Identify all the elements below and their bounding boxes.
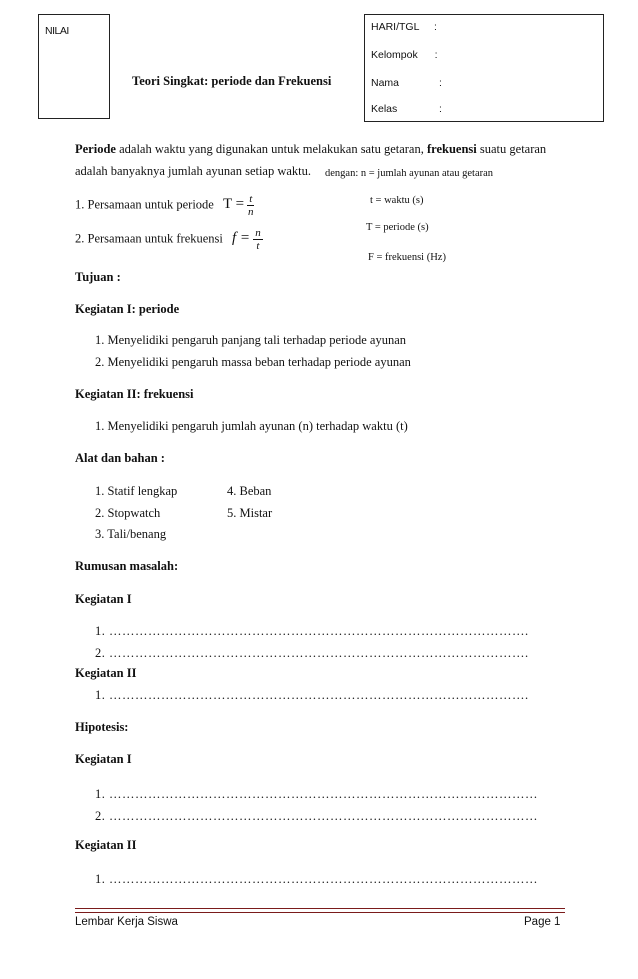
fraction-denominator: n xyxy=(248,206,254,218)
equation-label: 1. Persamaan untuk periode xyxy=(75,197,214,212)
field-kelompok xyxy=(371,49,438,61)
list-item: 1. Menyelidiki pengaruh panjang tali terhadap periode ayunan xyxy=(95,333,407,347)
list-item: 5. Mistar xyxy=(227,506,273,520)
field-hari-tgl xyxy=(371,21,437,33)
rumusan-heading: Rumusan masalah: xyxy=(75,559,179,573)
field-label: Kelas xyxy=(371,103,398,115)
alat-heading: Alat dan bahan : xyxy=(75,451,165,465)
equation-lhs: f = xyxy=(232,230,251,247)
fraction-numerator: t xyxy=(249,193,253,205)
def-waktu: t = waktu (s) xyxy=(370,195,424,206)
equation-label: 2. Persamaan untuk frekuensi xyxy=(75,231,223,246)
nilai-box xyxy=(38,14,110,119)
intro-line-1 xyxy=(75,142,565,157)
tujuan-heading: Tujuan : xyxy=(75,270,121,284)
field-label: Nama xyxy=(371,77,400,89)
field-label: Kelompok xyxy=(371,49,418,61)
rumusan-kegiatan-1-heading: Kegiatan I xyxy=(75,592,132,606)
intro-text-mid: adalah waktu yang digunakan untuk melakukan satu getaran, xyxy=(119,142,424,156)
page-title: Teori Singkat: periode dan Frekuensi xyxy=(132,74,332,88)
hipotesis-heading: Hipotesis: xyxy=(75,720,129,734)
rumusan-kegiatan-2-heading: Kegiatan II xyxy=(75,666,137,680)
equation-periode xyxy=(75,193,254,218)
intro-text-end: suatu getaran xyxy=(479,142,547,156)
field-colon: : xyxy=(439,103,442,115)
footer-rule-thick xyxy=(75,908,565,909)
def-frekuensi: F = frekuensi (Hz) xyxy=(368,252,446,263)
equation-lhs: T = xyxy=(222,196,245,213)
footer-left: Lembar Kerja Siswa xyxy=(75,916,178,928)
footer-rule-thin xyxy=(75,912,565,913)
fraction-denominator: t xyxy=(256,240,260,252)
blank-line[interactable]: 2. ……………………………………………………………………………………… xyxy=(95,809,538,823)
equation-frekuensi xyxy=(75,227,263,252)
blank-line[interactable]: 1. ……………………………………………………………………………………. xyxy=(95,688,529,702)
field-colon: : xyxy=(433,21,437,33)
kegiatan-1-heading: Kegiatan I: periode xyxy=(75,302,180,316)
fraction-numerator: n xyxy=(255,227,261,239)
list-item: 2. Menyelidiki pengaruh massa beban terhadap periode ayunan xyxy=(95,355,411,369)
field-nama xyxy=(371,77,442,89)
field-colon: : xyxy=(434,49,438,61)
field-colon: : xyxy=(439,77,442,89)
list-item: 2. Stopwatch xyxy=(95,506,161,520)
dengan-note: dengan: n = jumlah ayunan atau getaran xyxy=(325,168,494,179)
blank-line[interactable]: 2. ……………………………………………………………………………………. xyxy=(95,646,529,660)
hipotesis-kegiatan-1-heading: Kegiatan I xyxy=(75,752,132,766)
field-kelas xyxy=(371,103,442,115)
fraction-t-over-n xyxy=(247,193,254,218)
nilai-label: NILAI xyxy=(45,25,69,37)
blank-line[interactable]: 1. ……………………………………………………………………………………… xyxy=(95,787,538,801)
field-label: HARI/TGL xyxy=(371,21,420,33)
kegiatan-2-heading: Kegiatan II: frekuensi xyxy=(75,387,194,401)
footer-page-number: Page 1 xyxy=(524,916,561,928)
blank-line[interactable]: 1. ……………………………………………………………………………………. xyxy=(95,624,529,638)
list-item: 1. Statif lengkap xyxy=(95,484,178,498)
hipotesis-kegiatan-2-heading: Kegiatan II xyxy=(75,838,137,852)
list-item: 4. Beban xyxy=(227,484,272,498)
identity-box xyxy=(364,14,604,122)
fraction-n-over-t xyxy=(253,227,263,252)
blank-line[interactable]: 1. ……………………………………………………………………………………… xyxy=(95,872,538,886)
def-periode: T = periode (s) xyxy=(366,222,429,233)
list-item: 3. Tali/benang xyxy=(95,527,167,541)
intro-line-2: adalah banyaknya jumlah ayunan setiap waktu. xyxy=(75,164,312,178)
frekuensi-term: frekuensi xyxy=(426,142,477,156)
periode-term: Periode xyxy=(75,142,116,156)
list-item: 1. Menyelidiki pengaruh jumlah ayunan (n) terhadap waktu (t) xyxy=(95,419,408,433)
